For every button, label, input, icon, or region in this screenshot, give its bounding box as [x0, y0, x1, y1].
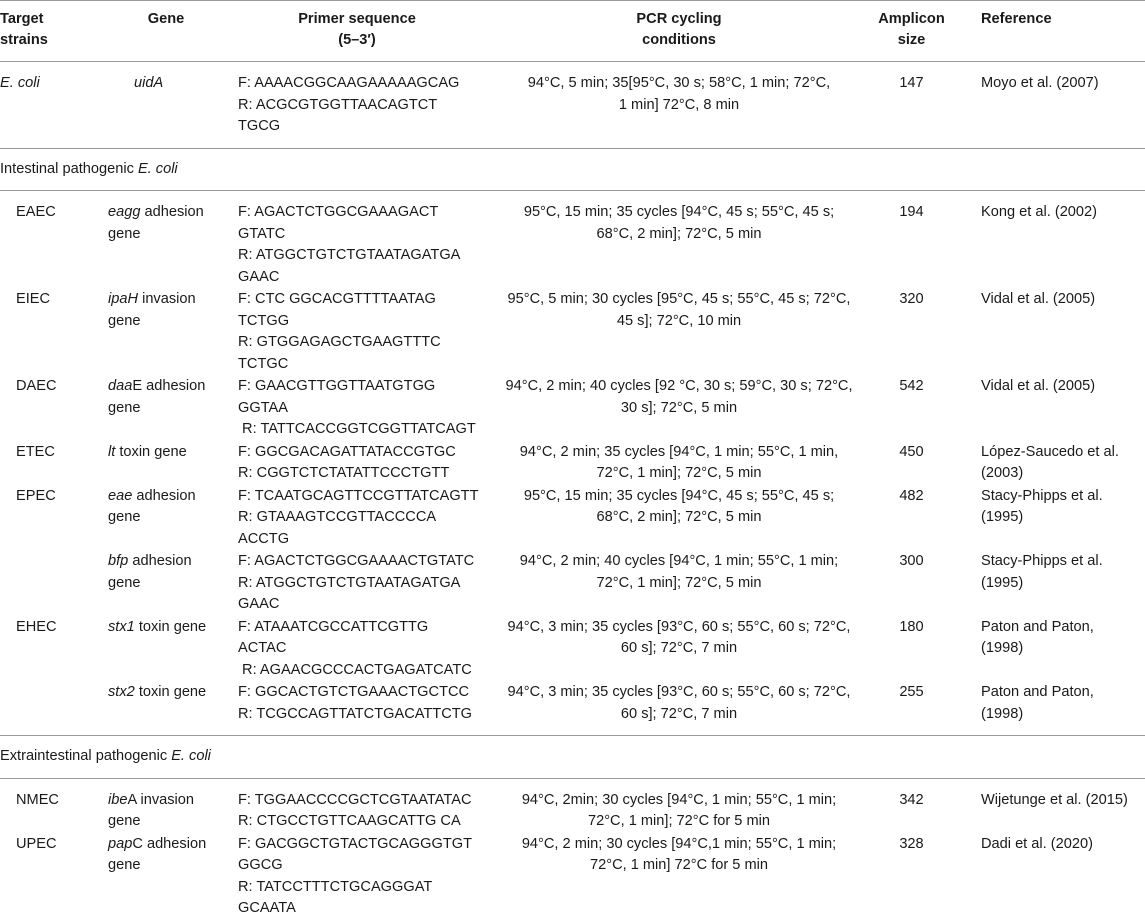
primer-line: R: TATTCACCGGTCGGTTATCAGT	[238, 421, 476, 437]
section-title-text: Intestinal pathogenic	[0, 160, 138, 177]
text-line: 60 s]; 72°C, 7 min	[620, 705, 738, 722]
strain-cell: EHEC	[16, 618, 57, 635]
pcr-conditions-cell	[486, 681, 872, 736]
primer-cell	[228, 191, 486, 289]
text-line: 68°C, 2 min]; 72°C, 5 min	[596, 225, 762, 242]
primer-cell	[228, 550, 486, 616]
primer-line: TCTGC	[238, 355, 289, 372]
table-row	[0, 778, 1145, 833]
reference-cell: Moyo et al. (2007)	[951, 62, 1145, 149]
strain-cell: EIEC	[16, 291, 51, 307]
amplicon-cell: 482	[899, 487, 924, 504]
gene-suffix: C adhesion	[132, 835, 207, 852]
text-line: 94°C, 3 min; 35 cycles [93°C, 60 s; 55°C, 60 s; 72°C,	[507, 618, 851, 635]
text-line: 95°C, 15 min; 35 cycles [94°C, 45 s; 55°C, 45 s;	[523, 487, 835, 504]
text-line: 95°C, 15 min; 35 cycles [94°C, 45 s; 55°C, 45 s;	[523, 204, 835, 220]
primer-line: R: CGGTCTCTATATTCCCTGTT	[238, 465, 450, 481]
gene-suffix: invasion	[138, 291, 196, 307]
text-line: (1995)	[981, 509, 1024, 525]
amplicon-cell: 542	[899, 378, 924, 394]
section-title-text: Extraintestinal pathogenic	[0, 748, 172, 764]
primer-cell	[228, 375, 486, 441]
strain-cell: EPEC	[16, 487, 56, 504]
gene-line	[108, 790, 224, 812]
primer-cell	[228, 681, 486, 736]
primer-line: GCAATA	[238, 900, 296, 916]
table-row	[0, 191, 1145, 289]
text-line: 94°C, 3 min; 35 cycles [93°C, 60 s; 55°C, 60 s; 72°C,	[507, 684, 851, 700]
gene-suffix: E adhesion	[132, 378, 206, 394]
header-target-strains: Target strains	[0, 1, 104, 62]
gene-suffix: A invasion	[127, 791, 195, 808]
header-reference: Reference	[951, 1, 1145, 62]
gene-line	[108, 834, 224, 856]
strain-cell: UPEC	[16, 835, 57, 852]
pcr-conditions-cell	[486, 191, 872, 289]
gene-cell	[104, 485, 228, 551]
primer-line: F: GGCACTGTCTGAAACTGCTCC	[238, 684, 470, 700]
text-line: Vidal et al. (2005)	[981, 378, 1096, 394]
gene-suffix: adhesion	[128, 553, 192, 569]
text-line: Kong et al. (2002)	[981, 204, 1098, 220]
reference-cell	[951, 833, 1145, 924]
text-line: gene	[108, 312, 141, 329]
reference-cell	[951, 485, 1145, 551]
text-line: (1998)	[981, 640, 1024, 656]
gene-name: pap	[108, 835, 133, 852]
strain-cell	[0, 550, 104, 616]
gene-cell: uidA	[104, 62, 228, 149]
primer-line: GGTAA	[238, 399, 289, 416]
text-line: 94°C, 2 min; 35 cycles [94°C, 1 min; 55°C, 1 min,	[519, 443, 839, 460]
text-line: gene	[108, 225, 141, 242]
gene-name: bfp	[108, 553, 129, 569]
primer-cell	[228, 616, 486, 682]
pcr-conditions-cell	[486, 375, 872, 441]
gene-suffix: toxin gene	[134, 684, 207, 700]
text-line: Dadi et al. (2020)	[981, 835, 1093, 852]
primer-line: R: CTGCCTGTTCAAGCATTG CA	[238, 813, 461, 829]
gene-name: ipaH	[108, 291, 139, 307]
gene-cell	[104, 616, 228, 682]
gene-name: eae	[108, 487, 133, 504]
table-row	[0, 441, 1145, 485]
primer-line: ACTAC	[238, 640, 287, 656]
text-line: 94°C, 2 min; 40 cycles [94°C, 1 min; 55°C, 1 min;	[519, 553, 839, 569]
primer-line: GGCG	[238, 857, 283, 873]
text-line: López-Saucedo et al.	[981, 443, 1119, 460]
gene-line	[108, 289, 224, 311]
strain-cell	[0, 681, 104, 736]
gene-name: lt	[108, 443, 116, 460]
gene-line	[108, 617, 224, 639]
header-gene: Gene	[104, 1, 228, 62]
text-line: 95°C, 5 min; 30 cycles [95°C, 45 s; 55°C, 45 s; 72°C,	[507, 291, 851, 307]
text-line: 94°C, 2 min; 40 cycles [92 °C, 30 s; 59°C, 30 s; 72°C,	[505, 378, 853, 394]
pcr-conditions-cell	[486, 616, 872, 682]
primer-line: R: AGAACGCCCACTGAGATCATC	[238, 661, 472, 678]
primer-line: TCTGG	[238, 312, 290, 329]
text-line: 72°C, 1 min]; 72°C, 5 min	[596, 465, 762, 481]
pcr-conditions-cell	[486, 833, 872, 924]
amplicon-cell: 450	[899, 443, 924, 460]
primer-line: R: ATGGCTGTCTGTAATAGATGA	[238, 247, 461, 263]
header-amplicon-size: Amplicon size	[872, 1, 951, 62]
primer-cell	[228, 485, 486, 551]
section-header-row	[0, 736, 1145, 779]
primer-line: F: GGCGACAGATTATACCGTGC	[238, 443, 456, 460]
text-line: gene	[108, 509, 141, 525]
primer-line: F: ATAAATCGCCATTCGTTG	[238, 618, 429, 635]
primer-line: F: CTC GGCACGTTTTAATAG	[238, 291, 436, 307]
gene-suffix: adhesion	[132, 487, 196, 504]
primer-cell	[228, 778, 486, 833]
gene-name: eagg	[108, 204, 141, 220]
reference-cell	[951, 288, 1145, 375]
amplicon-cell: 147	[872, 62, 951, 149]
primer-line: R: GTGGAGAGCTGAAGTTTC	[238, 334, 441, 350]
gene-cell	[104, 550, 228, 616]
gene-suffix: toxin gene	[115, 443, 187, 460]
header-primer-sequence: Primer sequence (5–3′)	[228, 1, 486, 62]
gene-line	[108, 486, 224, 508]
primer-line: F: AGACTCTGGCGAAAGACT	[238, 204, 439, 220]
text-line: 30 s]; 72°C, 5 min	[620, 399, 738, 416]
text-line: 72°C, 1 min] 72°C for 5 min	[590, 857, 768, 873]
table-row	[0, 288, 1145, 375]
gene-line	[108, 442, 224, 464]
pcr-conditions-cell: 94°C, 5 min; 35[95°C, 30 s; 58°C, 1 min; 72°C, 1 min] 72°C, 8 min	[486, 62, 872, 149]
primer-line: R: ATGGCTGTCTGTAATAGATGA	[238, 574, 461, 591]
header-pcr-conditions: PCR cycling conditions	[486, 1, 872, 62]
text-line: 72°C, 1 min]; 72°C for 5 min	[587, 813, 770, 829]
amplicon-cell: 194	[899, 204, 924, 220]
primer-line: F: GACGGCTGTACTGCAGGGTGT	[238, 835, 473, 852]
pcr-conditions-cell	[486, 550, 872, 616]
table-row	[0, 616, 1145, 682]
pcr-conditions-cell	[486, 288, 872, 375]
primer-line: GTATC	[238, 225, 286, 242]
gene-suffix: adhesion	[140, 204, 204, 220]
primer-line: ACCTG	[238, 530, 290, 547]
section-title-italic: E. coli	[137, 160, 178, 177]
amplicon-cell: 255	[872, 681, 951, 736]
text-line: Paton and Paton,	[981, 618, 1094, 635]
amplicon-cell: 300	[899, 553, 924, 569]
table-row	[0, 485, 1145, 551]
strain-cell: EAEC	[16, 204, 56, 220]
primer-line: F: TCAATGCAGTTCCGTTATCAGTT	[238, 487, 479, 504]
pcr-conditions-cell	[486, 778, 872, 833]
text-line: 72°C, 1 min]; 72°C, 5 min	[596, 574, 762, 591]
primer-line: R: TCGCCAGTTATCTGACATTCTG	[238, 705, 473, 722]
header-row	[0, 1, 1145, 62]
pcr-conditions-cell	[486, 441, 872, 485]
reference-cell	[951, 191, 1145, 289]
primer-line: GAAC	[238, 596, 280, 612]
text-line: 94°C, 2min; 30 cycles [94°C, 1 min; 55°C, 1 min;	[521, 791, 837, 808]
section-title	[0, 736, 1145, 779]
text-line: (1995)	[981, 574, 1024, 591]
text-line: Paton and Paton,	[981, 684, 1094, 700]
gene-line	[108, 202, 224, 224]
reference-cell	[951, 550, 1145, 616]
text-line: 60 s]; 72°C, 7 min	[620, 640, 738, 656]
primer-line: F: AGACTCTGGCGAAAACTGTATC	[238, 553, 475, 569]
primer-cell	[228, 833, 486, 924]
text-line: Stacy-Phipps et al.	[981, 553, 1103, 569]
strain-cell: NMEC	[16, 791, 59, 808]
gene-cell	[104, 191, 228, 289]
gene-name: stx2	[108, 684, 135, 700]
gene-cell	[104, 375, 228, 441]
reference-cell	[951, 778, 1145, 833]
text-line: gene	[108, 574, 141, 591]
text-line: 94°C, 2 min; 30 cycles [94°C,1 min; 55°C, 1 min;	[521, 835, 837, 852]
strain-cell: DAEC	[16, 378, 57, 394]
reference-cell	[951, 681, 1145, 736]
text-line: gene	[108, 857, 141, 873]
gene-line	[108, 682, 224, 704]
text-line: Vidal et al. (2005)	[981, 291, 1096, 307]
amplicon-cell: 320	[899, 291, 924, 307]
table-row	[0, 833, 1145, 924]
gene-cell	[104, 681, 228, 736]
amplicon-cell: 328	[899, 835, 924, 852]
section-header-row	[0, 148, 1145, 191]
table-row-ecoli	[0, 62, 1145, 149]
amplicon-cell: 180	[899, 618, 924, 635]
amplicon-cell: 342	[899, 791, 924, 808]
gene-cell	[104, 778, 228, 833]
gene-cell	[104, 288, 228, 375]
table-body	[0, 62, 1145, 924]
gene-name: stx1	[108, 618, 135, 635]
text-line: gene	[108, 813, 141, 829]
table-row	[0, 681, 1145, 736]
gene-name: ibe	[108, 791, 128, 808]
text-line: (2003)	[981, 465, 1024, 481]
text-line: 68°C, 2 min]; 72°C, 5 min	[596, 509, 762, 525]
primer-line: R: GTAAAGTCCGTTACCCCA	[238, 509, 437, 525]
gene-cell	[104, 833, 228, 924]
primer-line: F: GAACGTTGGTTAATGTGG	[238, 378, 436, 394]
primer-cell	[228, 441, 486, 485]
gene-suffix: toxin gene	[134, 618, 207, 635]
text-line: (1998)	[981, 705, 1024, 722]
primer-line: F: TGGAACCCCGCTCGTAATATAC	[238, 791, 472, 808]
gene-line	[108, 376, 224, 398]
primer-line: GAAC	[238, 268, 280, 285]
strain-cell: ETEC	[16, 443, 55, 460]
text-line: gene	[108, 399, 141, 416]
text-line: Wijetunge et al. (2015)	[981, 791, 1128, 808]
gene-line	[108, 551, 224, 573]
strain-cell: E. coli	[0, 62, 104, 149]
text-line: Stacy-Phipps et al.	[981, 487, 1103, 504]
reference-cell	[951, 375, 1145, 441]
gene-cell	[104, 441, 228, 485]
reference-cell	[951, 441, 1145, 485]
gene-name: daa	[108, 378, 133, 394]
text-line: 45 s]; 72°C, 10 min	[616, 312, 742, 329]
primer-cell	[228, 288, 486, 375]
primer-cell: F: AAAACGGCAAGAAAAAGCAG R: ACGCGTGGTTAACAGTCT TGCG	[228, 62, 486, 149]
table-row	[0, 375, 1145, 441]
section-title-italic: E. coli	[171, 748, 211, 764]
reference-cell	[951, 616, 1145, 682]
primer-line: R: TATCCTTTCTGCAGGGAT	[238, 878, 433, 895]
table-row	[0, 550, 1145, 616]
section-title	[0, 148, 1145, 191]
pcr-conditions-cell	[486, 485, 872, 551]
